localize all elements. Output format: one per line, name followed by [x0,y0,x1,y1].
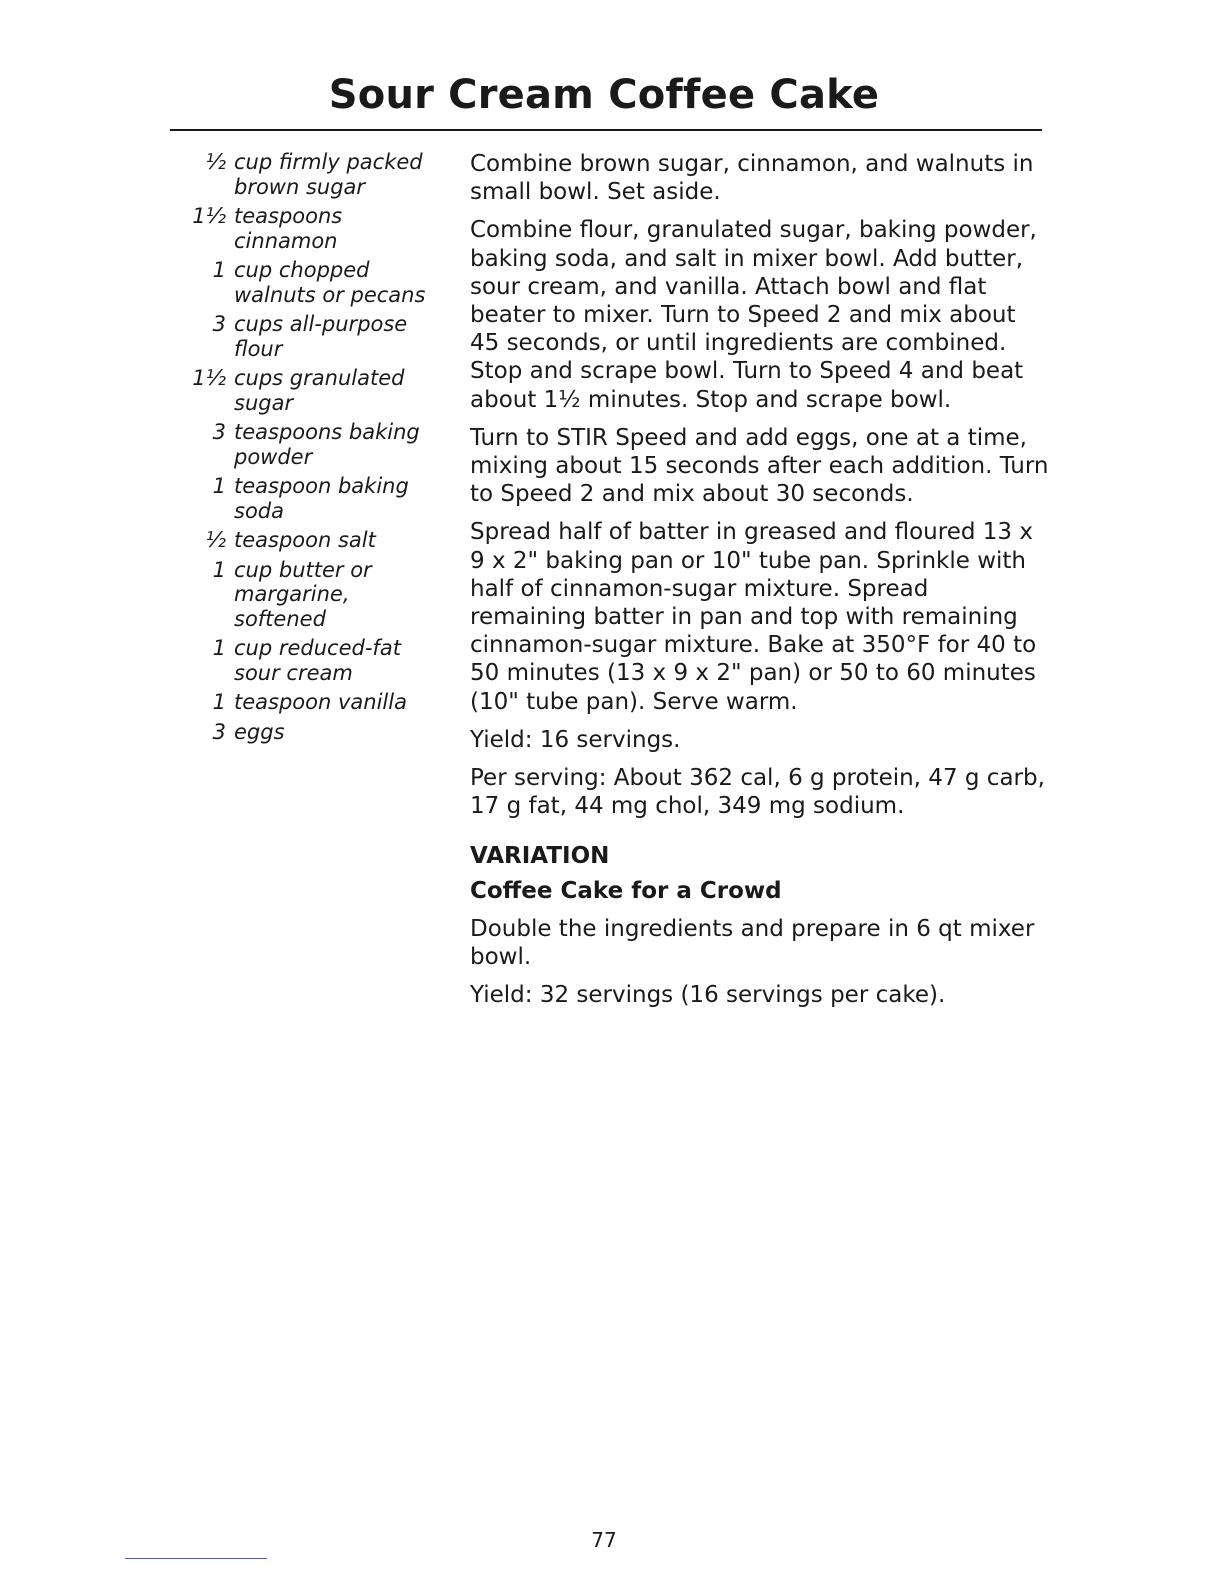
ingredient-quantity: 1 [212,690,226,714]
ingredient-text: cup reduced-fat sour cream [234,636,401,685]
ingredient-quantity: 1 [212,474,226,498]
ingredient-quantity: 1 [212,557,226,582]
footer-divider [125,1558,267,1559]
page-title: Sour Cream Coffee Cake [328,72,880,118]
ingredient-text: cups all-purpose flour [234,312,408,361]
ingredient-quantity: 1½ [192,366,226,390]
ingredients-list [180,150,445,749]
ingredient-text: cup chopped walnuts or pecans [234,258,426,307]
variation-text: Double the ingredients and prepare in 6 qt mixer bowl. [470,915,1035,971]
ingredient-quantity: 1 [212,258,226,282]
variation-title: Coffee Cake for a Crowd [470,877,782,904]
ingredient-quantity: 1 [212,636,226,660]
ingredient-text: teaspoon baking soda [234,474,409,523]
ingredient-item [180,474,445,523]
nutrition-text: Per serving: About 362 cal, 6 g protein, 47 g carb, 17 g fat, 44 mg chol, 349 mg sodium. [470,765,1045,820]
ingredient-quantity: 3 [212,719,226,744]
ingredient-item [180,420,445,469]
ingredient-item [180,366,445,415]
ingredient-text: cups granulated sugar [234,366,405,415]
ingredient-item [180,312,445,361]
method-step: Combine brown sugar, cinnamon, and walnuts in small bowl. Set aside. [470,151,1034,206]
method-column [470,150,1050,1019]
ingredient-quantity: ½ [205,528,226,552]
method-step: Turn to STIR Speed and add eggs, one at a time, mixing about 15 seconds after each addition. Turn to Speed 2 and mix about 30 seconds. [470,424,1049,508]
method-step: Combine flour, granulated sugar, baking powder, baking soda, and salt in mixer bowl. Add butter, sour cream, and vanilla. Attach bowl and flat beater to mixer. Turn to Speed 2 and mix about 45 seconds, or until ingredients are combined. Stop and scrape bowl. Turn to Speed 4 and beat about 1½ minutes. Stop and scrape bowl. [470,217,1037,413]
ingredient-quantity: ½ [205,150,226,174]
ingredient-item [180,720,445,745]
ingredient-item [180,690,445,715]
ingredient-text: teaspoons baking powder [234,420,420,469]
ingredient-quantity: 1½ [192,204,226,228]
ingredient-text: cup butter or margarine, softened [234,557,372,631]
ingredient-text: teaspoon vanilla [234,690,407,714]
ingredient-item [180,528,445,553]
ingredient-item [180,258,445,307]
ingredient-text: eggs [234,719,285,744]
ingredient-text: teaspoons cinnamon [234,204,343,253]
method-step: Spread half of batter in greased and floured 13 x 9 x 2" baking pan or 10" tube pan. Sprinkle with half of cinnamon-sugar mixture. Spread remaining batter in pan and top with remaining cinnamon-sugar mixture. Bake at 350°F for 40 to 50 minutes (13 x 9 x 2" pan) or 50 to 60 minutes (10" tube pan). Serve warm. [470,519,1037,715]
ingredient-text: teaspoon salt [234,528,376,552]
yield-text: Yield: 16 servings. [470,726,681,753]
title-divider [170,129,1042,131]
variation-yield: Yield: 32 servings (16 servings per cake). [470,982,946,1009]
ingredient-item [180,150,445,199]
variation-heading: VARIATION [470,843,610,870]
ingredient-item [180,558,445,632]
ingredient-item [180,204,445,253]
page-number: 77 [591,1528,617,1552]
ingredient-item [180,636,445,685]
ingredient-quantity: 3 [212,420,226,444]
ingredient-text: cup firmly packed brown sugar [234,150,423,199]
ingredient-quantity: 3 [212,312,226,336]
